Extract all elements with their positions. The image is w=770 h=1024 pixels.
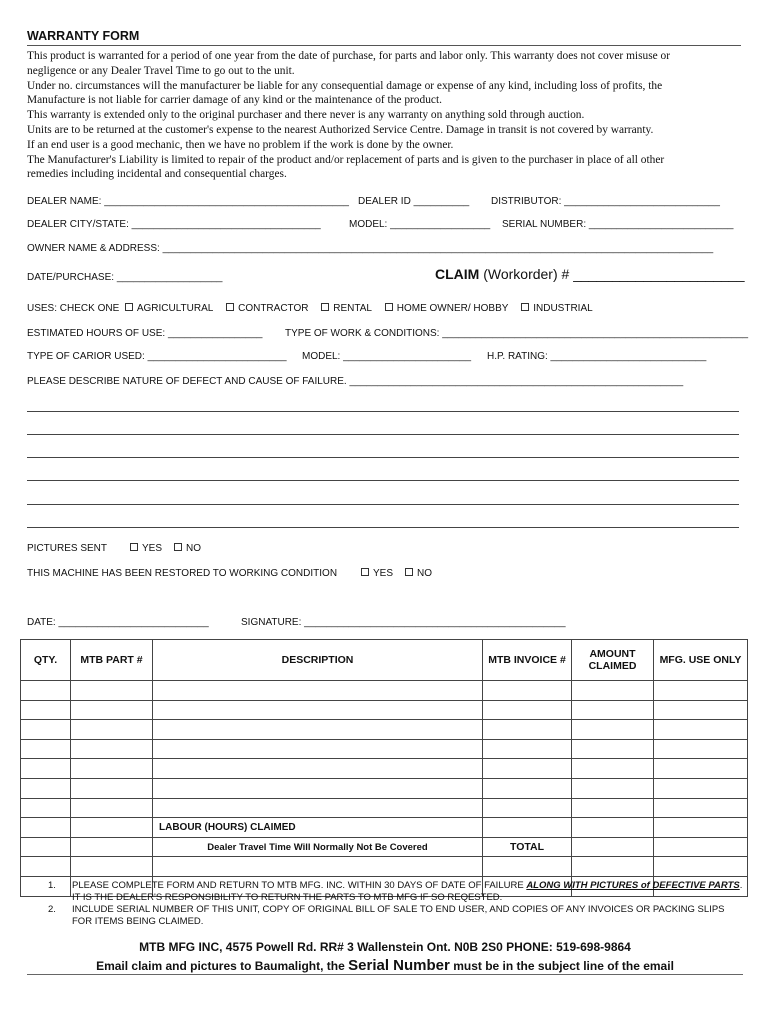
restored-row [27,568,432,579]
use-rental-checkbox[interactable] [321,303,372,314]
instruction-text: PLEASE COMPLETE FORM AND RETURN TO MTB MFG. INC. WITHIN 30 DAYS OF DATE OF FAILURE ALONG WITH PICTURES of DEFECTIVE PARTS. IT IS THE DEALER'S RESPONSIBILITY TO RETURN THE PARTS TO MTB MFG IF SO REQESTED. [72,880,743,903]
pictures-yes-checkbox[interactable] [130,543,162,554]
table-row[interactable] [21,798,748,818]
defect-line[interactable] [27,457,739,458]
terms-line: This product is warranted for a period of one year from the date of purchase, for parts and labor only. This warranty does not cover misuse or [27,50,671,62]
claim-workorder-field[interactable] [435,266,745,282]
date-signature-row [27,617,566,628]
estimated-hours-field[interactable]: ESTIMATED HOURS OF USE: _________________ [27,328,263,339]
carior-row [27,351,707,362]
carior-model-field[interactable]: MODEL: _______________________ [302,351,472,362]
option-label: NO [417,568,432,579]
use-agricultural-checkbox[interactable] [125,303,214,314]
mfg-use-header: MFG. USE ONLY [654,640,748,681]
qty-header: QTY. [21,640,71,681]
table-row[interactable] [21,700,748,720]
restored-label: THIS MACHINE HAS BEEN RESTORED TO WORKING CONDITION [27,568,338,579]
email-instructions: Email claim and pictures to Baumalight, the Serial Number must be in the subject line of the email [96,957,674,974]
labour-row[interactable] [21,818,748,838]
signature-field[interactable]: SIGNATURE: _______________________________________________ [241,617,566,628]
instruction-item [44,880,744,904]
warranty-terms [27,49,743,182]
labour-claimed-label: LABOUR (HOURS) CLAIMED [153,818,483,838]
checkbox-icon [361,568,369,576]
checkbox-icon [521,303,529,311]
claim-label: CLAIM [435,266,480,282]
instruction-number: 2. [48,904,56,915]
pictures-row [27,543,201,554]
use-home-owner-checkbox[interactable] [385,303,509,314]
option-label: RENTAL [333,303,372,314]
option-label: YES [142,543,163,554]
instruction-item [44,904,744,928]
defect-line[interactable] [27,434,739,435]
option-label: NO [186,543,201,554]
table-row[interactable] [21,857,748,877]
city-row [27,219,734,230]
title-divider [27,45,741,46]
part-number-header: MTB PART # [71,640,153,681]
terms-line: Under no. circumstances will the manufacturer be liable for any consequential damage or expense of any kind, including loss of profits, the [27,79,663,92]
serial-number-field[interactable]: SERIAL NUMBER: __________________________ [502,219,734,230]
defect-line[interactable] [27,527,739,528]
option-label: YES [373,568,394,579]
checkbox-icon [125,303,133,311]
option-label: HOME OWNER/ HOBBY [396,303,509,314]
defect-description-field[interactable]: PLEASE DESCRIBE NATURE OF DEFECT AND CAUSE OF FAILURE. ____________________________________________________________ [27,376,684,387]
uses-row [27,303,603,314]
option-label: INDUSTRIAL [533,303,593,314]
company-address: MTB MFG INC, 4575 Powell Rd. RR# 3 Wallenstein Ont. N0B 2S0 PHONE: 519-698-9864 [139,940,631,954]
invoice-header: MTB INVOICE # [483,640,572,681]
option-label: CONTRACTOR [238,303,309,314]
hp-rating-field[interactable]: H.P. RATING: ____________________________ [487,351,707,362]
terms-line: negligence or any Dealer Travel Time to go out to the unit. [27,64,295,77]
workorder-label: (Workorder) # ______________________ [479,266,745,282]
table-header-row [21,640,748,681]
checkbox-icon [174,543,182,551]
date-purchase-field[interactable]: DATE/PURCHASE: ___________________ [27,272,223,283]
total-label: TOTAL [483,837,572,857]
use-contractor-checkbox[interactable] [226,303,308,314]
table-row[interactable] [21,720,748,740]
terms-line: The Manufacturer's Liability is limited to repair of the product and/or replacement of parts and is given to the purchaser in place of all other [27,153,665,166]
model-field[interactable]: MODEL: __________________ [349,219,491,230]
checkbox-icon [385,303,393,311]
table-row[interactable] [21,759,748,779]
restored-no-checkbox[interactable] [405,568,432,579]
dealer-id-field[interactable]: DEALER ID __________ [358,196,470,207]
distributor-field[interactable]: DISTRIBUTOR: ____________________________ [491,196,720,207]
uses-label: USES: CHECK ONE [27,303,120,314]
carior-type-field[interactable]: TYPE OF CARIOR USED: _________________________ [27,351,287,362]
terms-line: remedies including incidental and consequential charges. [27,168,287,181]
defect-line[interactable] [27,411,739,412]
checkbox-icon [405,568,413,576]
checkbox-icon [226,303,234,311]
footer-divider [27,974,743,975]
form-title: WARRANTY FORM [27,29,140,43]
checkbox-icon [130,543,138,551]
terms-line: Units are to be returned at the customer's expense to the nearest Authorized Service Centre. Damage in transit is not covered by warranty. [27,123,654,136]
instruction-number: 1. [48,880,56,891]
owner-address-field[interactable]: OWNER NAME & ADDRESS: ___________________________________________________________________________________________________ [27,243,714,254]
checkbox-icon [321,303,329,311]
terms-line: Manufacture is not liable for carrier damage of any kind or the maintenance of the product. [27,94,442,107]
pictures-no-checkbox[interactable] [174,543,201,554]
defect-line[interactable] [27,504,739,505]
dealer-row [27,196,720,207]
defect-line[interactable] [27,480,739,481]
table-row[interactable] [21,778,748,798]
total-row[interactable] [21,837,748,857]
dealer-city-field[interactable]: DEALER CITY/STATE: __________________________________ [27,219,321,230]
date-field[interactable]: DATE: ___________________________ [27,617,209,628]
amount-header: AMOUNT CLAIMED [572,640,654,681]
description-header: DESCRIPTION [153,640,483,681]
hours-row [27,328,749,339]
work-conditions-field[interactable]: TYPE OF WORK & CONDITIONS: _______________________________________________________ [285,328,749,339]
travel-time-note: Dealer Travel Time Will Normally Not Be Covered [153,837,483,857]
option-label: AGRICULTURAL [136,303,214,314]
table-row[interactable] [21,681,748,701]
use-industrial-checkbox[interactable] [521,303,592,314]
terms-line: If an end user is a good mechanic, then we have no problem if the work is done by the owner. [27,138,454,151]
dealer-name-field[interactable]: DEALER NAME: ____________________________________________ [27,196,349,207]
claims-table [20,639,748,897]
table-row[interactable] [21,739,748,759]
instruction-text: INCLUDE SERIAL NUMBER OF THIS UNIT, COPY OF ORIGINAL BILL OF SALE TO END USER, AND COPIES OF ANY INVOICES OR PACKING SLIPS FOR ITEMS BEING CLAIMED. [72,904,725,927]
terms-line: This warranty is extended only to the original purchaser and there never is any warranty on anything sold through auction. [27,109,585,122]
instructions [44,880,744,928]
restored-yes-checkbox[interactable] [361,568,393,579]
pictures-label: PICTURES SENT [27,543,108,554]
